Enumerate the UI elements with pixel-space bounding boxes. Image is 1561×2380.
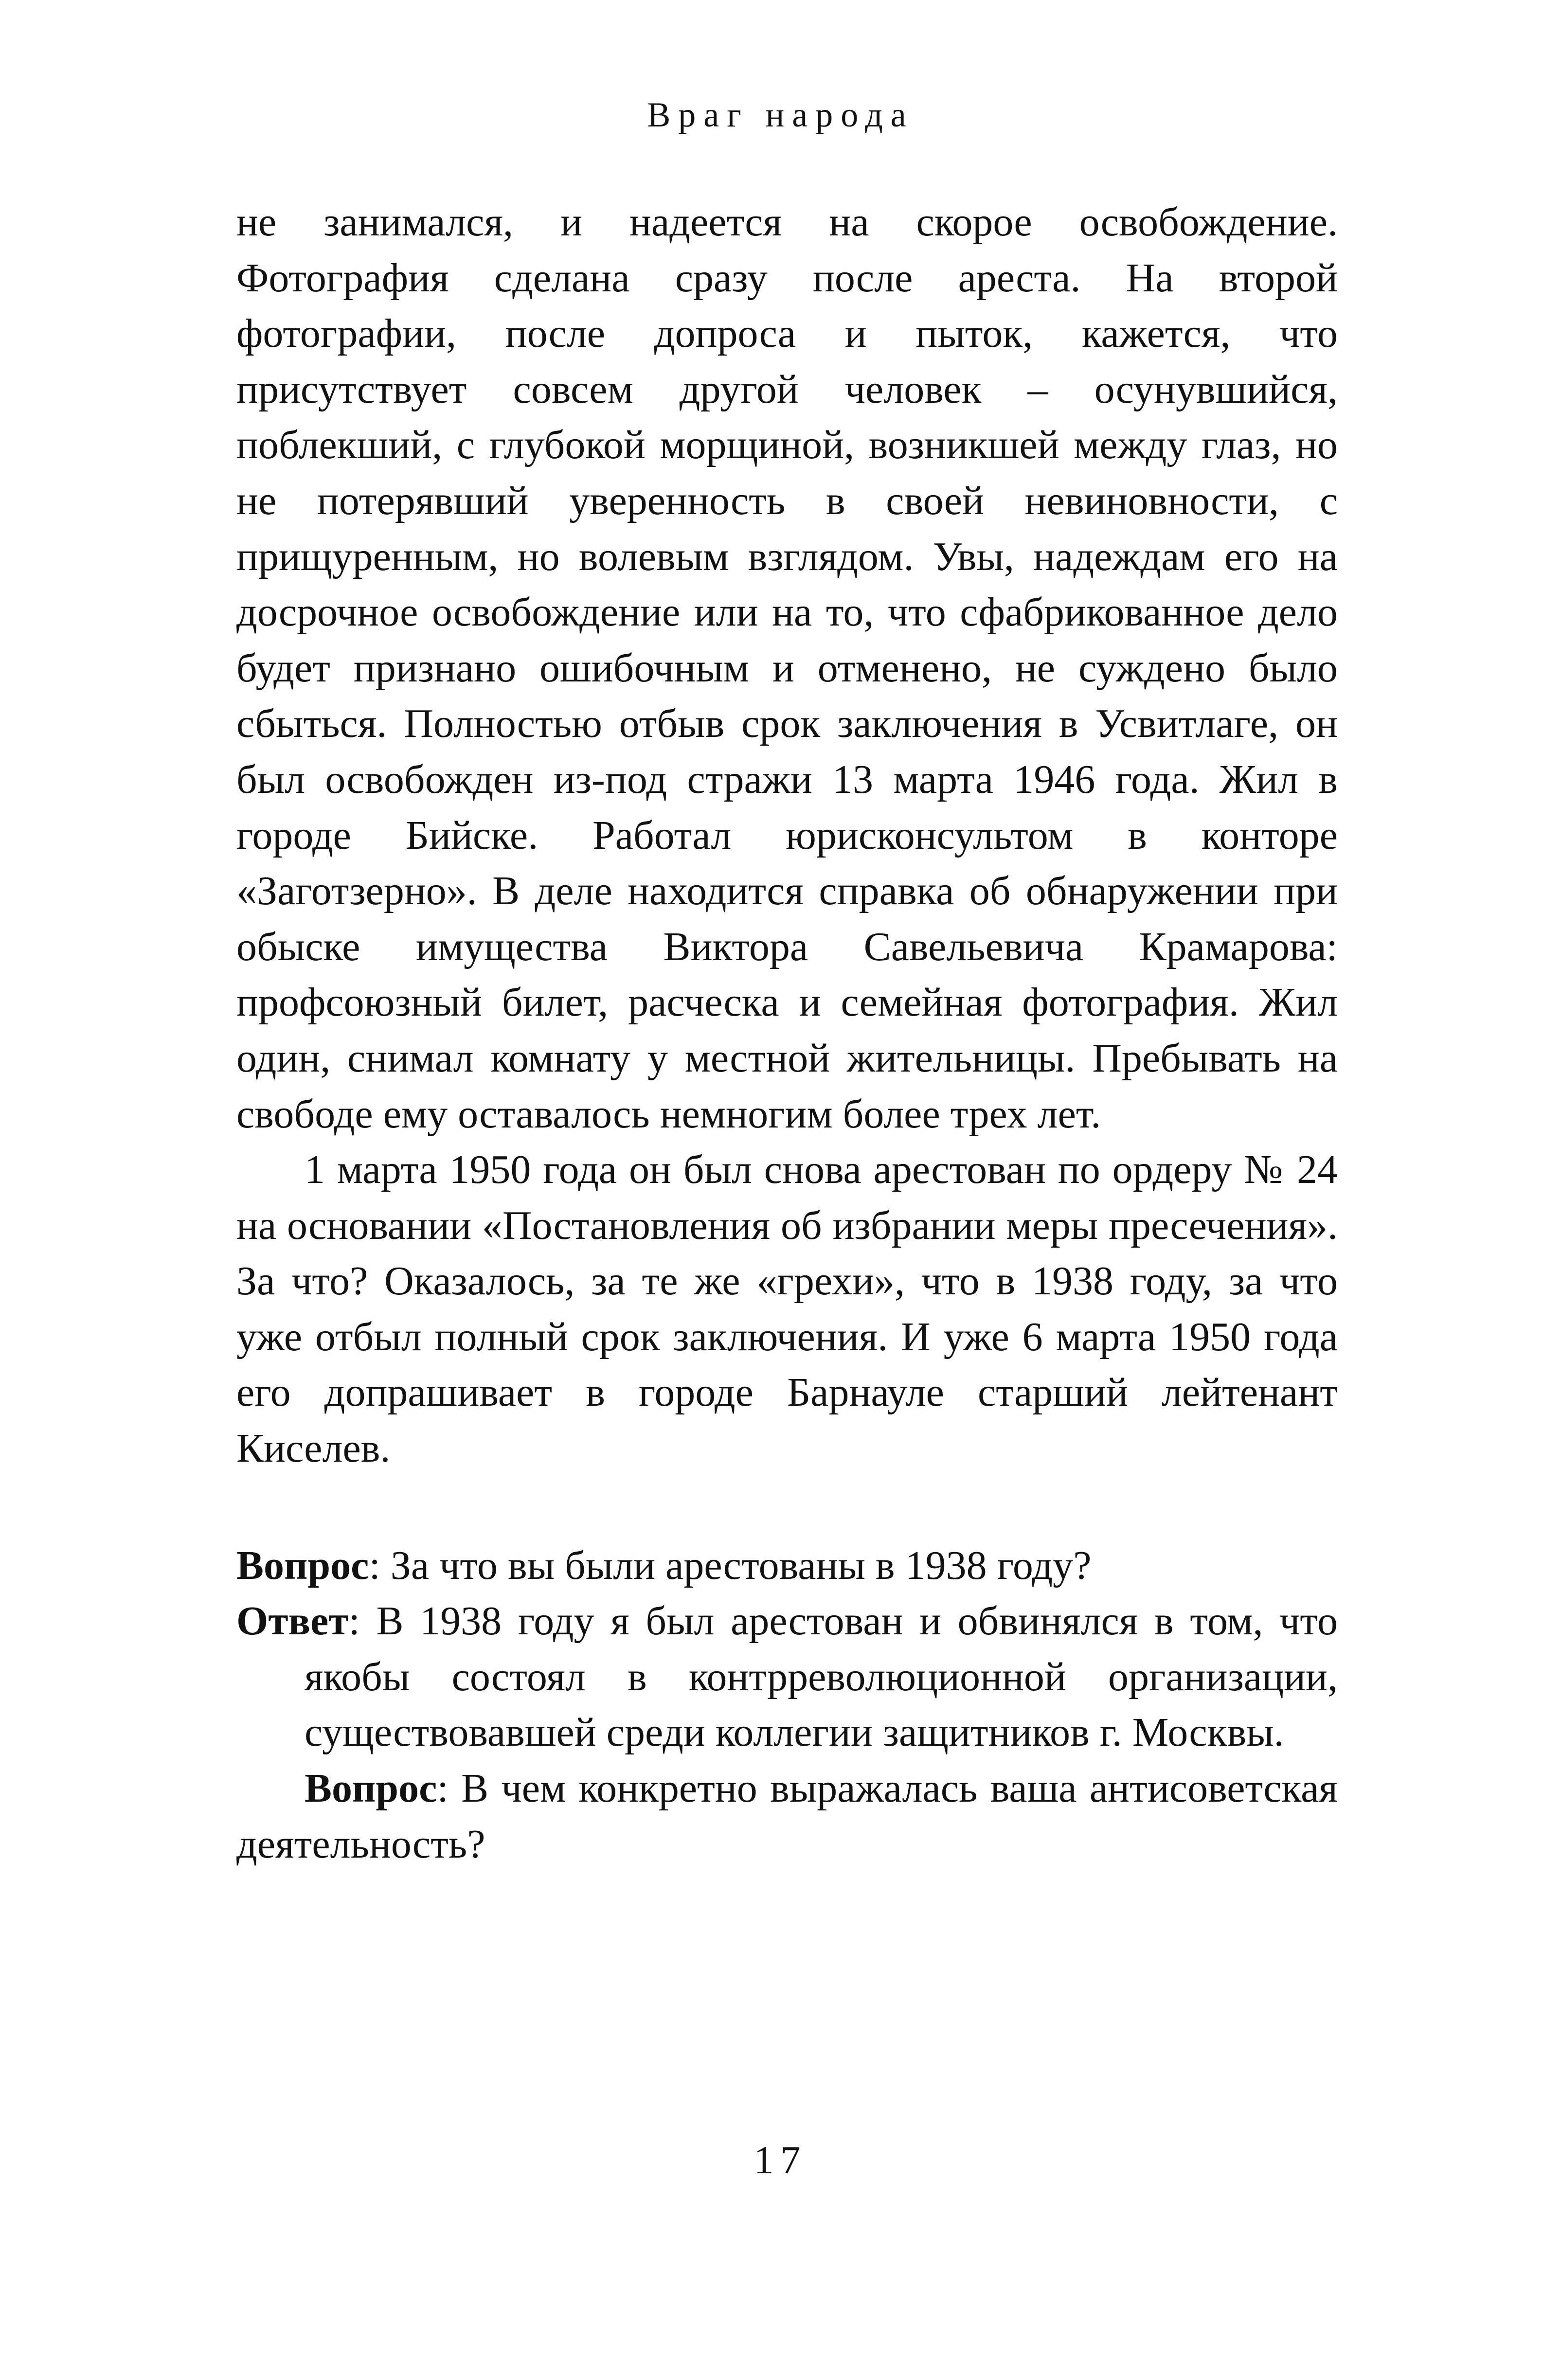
running-head: Враг народа bbox=[647, 95, 914, 134]
dialogue-text: : За что вы были арестованы в 1938 году? bbox=[369, 1542, 1092, 1588]
section-gap bbox=[236, 1477, 1338, 1538]
body-text bbox=[236, 195, 1338, 1872]
dialogue-answer-1 bbox=[236, 1593, 1338, 1761]
dialogue-question-2 bbox=[236, 1761, 1338, 1872]
paragraph-2: 1 марта 1950 года он был снова арестован по ордеру № 24 на основании «Постановления об избрании меры пресечения». За что? Оказалось, за те же «грехи», что в 1938 году, за что уже отбыл полный срок заключения. И уже 6 марта 1950 года его допрашивает в городе Барнауле старший лейтенант Киселев. bbox=[236, 1147, 1338, 1471]
dialogue-text: : В чем конкретно выражалась ваша антисоветская деятельность? bbox=[236, 1766, 1338, 1867]
paragraph-1: не занимался, и надеется на скорое освобождение. Фотография сделана сразу после ареста. На второй фотографии, после допроса и пыток, кажется, что присутствует совсем другой человек – осунувшийся, поблекший, с глубокой морщиной, возникшей между глаз, но не потерявший уверенность в своей невиновности, с прищуренным, но волевым взглядом. Увы, надеждам его на досрочное освобождение или на то, что сфабрикованное дело будет признано ошибочным и отменено, не суждено было сбыться. Полностью отбыв срок заключения в Усвитлаге, он был освобожден из-под стражи 13 марта 1946 года. Жил в городе Бийске. Работал юрисконсультом в конторе «Заготзерно». В деле находится справка об обнаружении при обыске имущества Виктора Савельевича Крамарова: профсоюзный билет, расческа и семейная фотография. Жил один, снимал комнату у местной жительницы. Пребывать на свободе ему оставалось немногим более трех лет. bbox=[236, 199, 1338, 1137]
dialogue-text: : В 1938 году я был арестован и обвинялся в том, что якобы состоял в контрреволюционной организации, существовавшей среди коллегии защитников г. Москвы. bbox=[305, 1598, 1338, 1755]
dialogue-question-1 bbox=[236, 1538, 1338, 1594]
speaker-label: Ответ bbox=[236, 1598, 349, 1644]
page-number: 17 bbox=[754, 2138, 807, 2182]
speaker-label: Вопрос bbox=[236, 1542, 369, 1588]
speaker-label: Вопрос bbox=[305, 1766, 437, 1811]
